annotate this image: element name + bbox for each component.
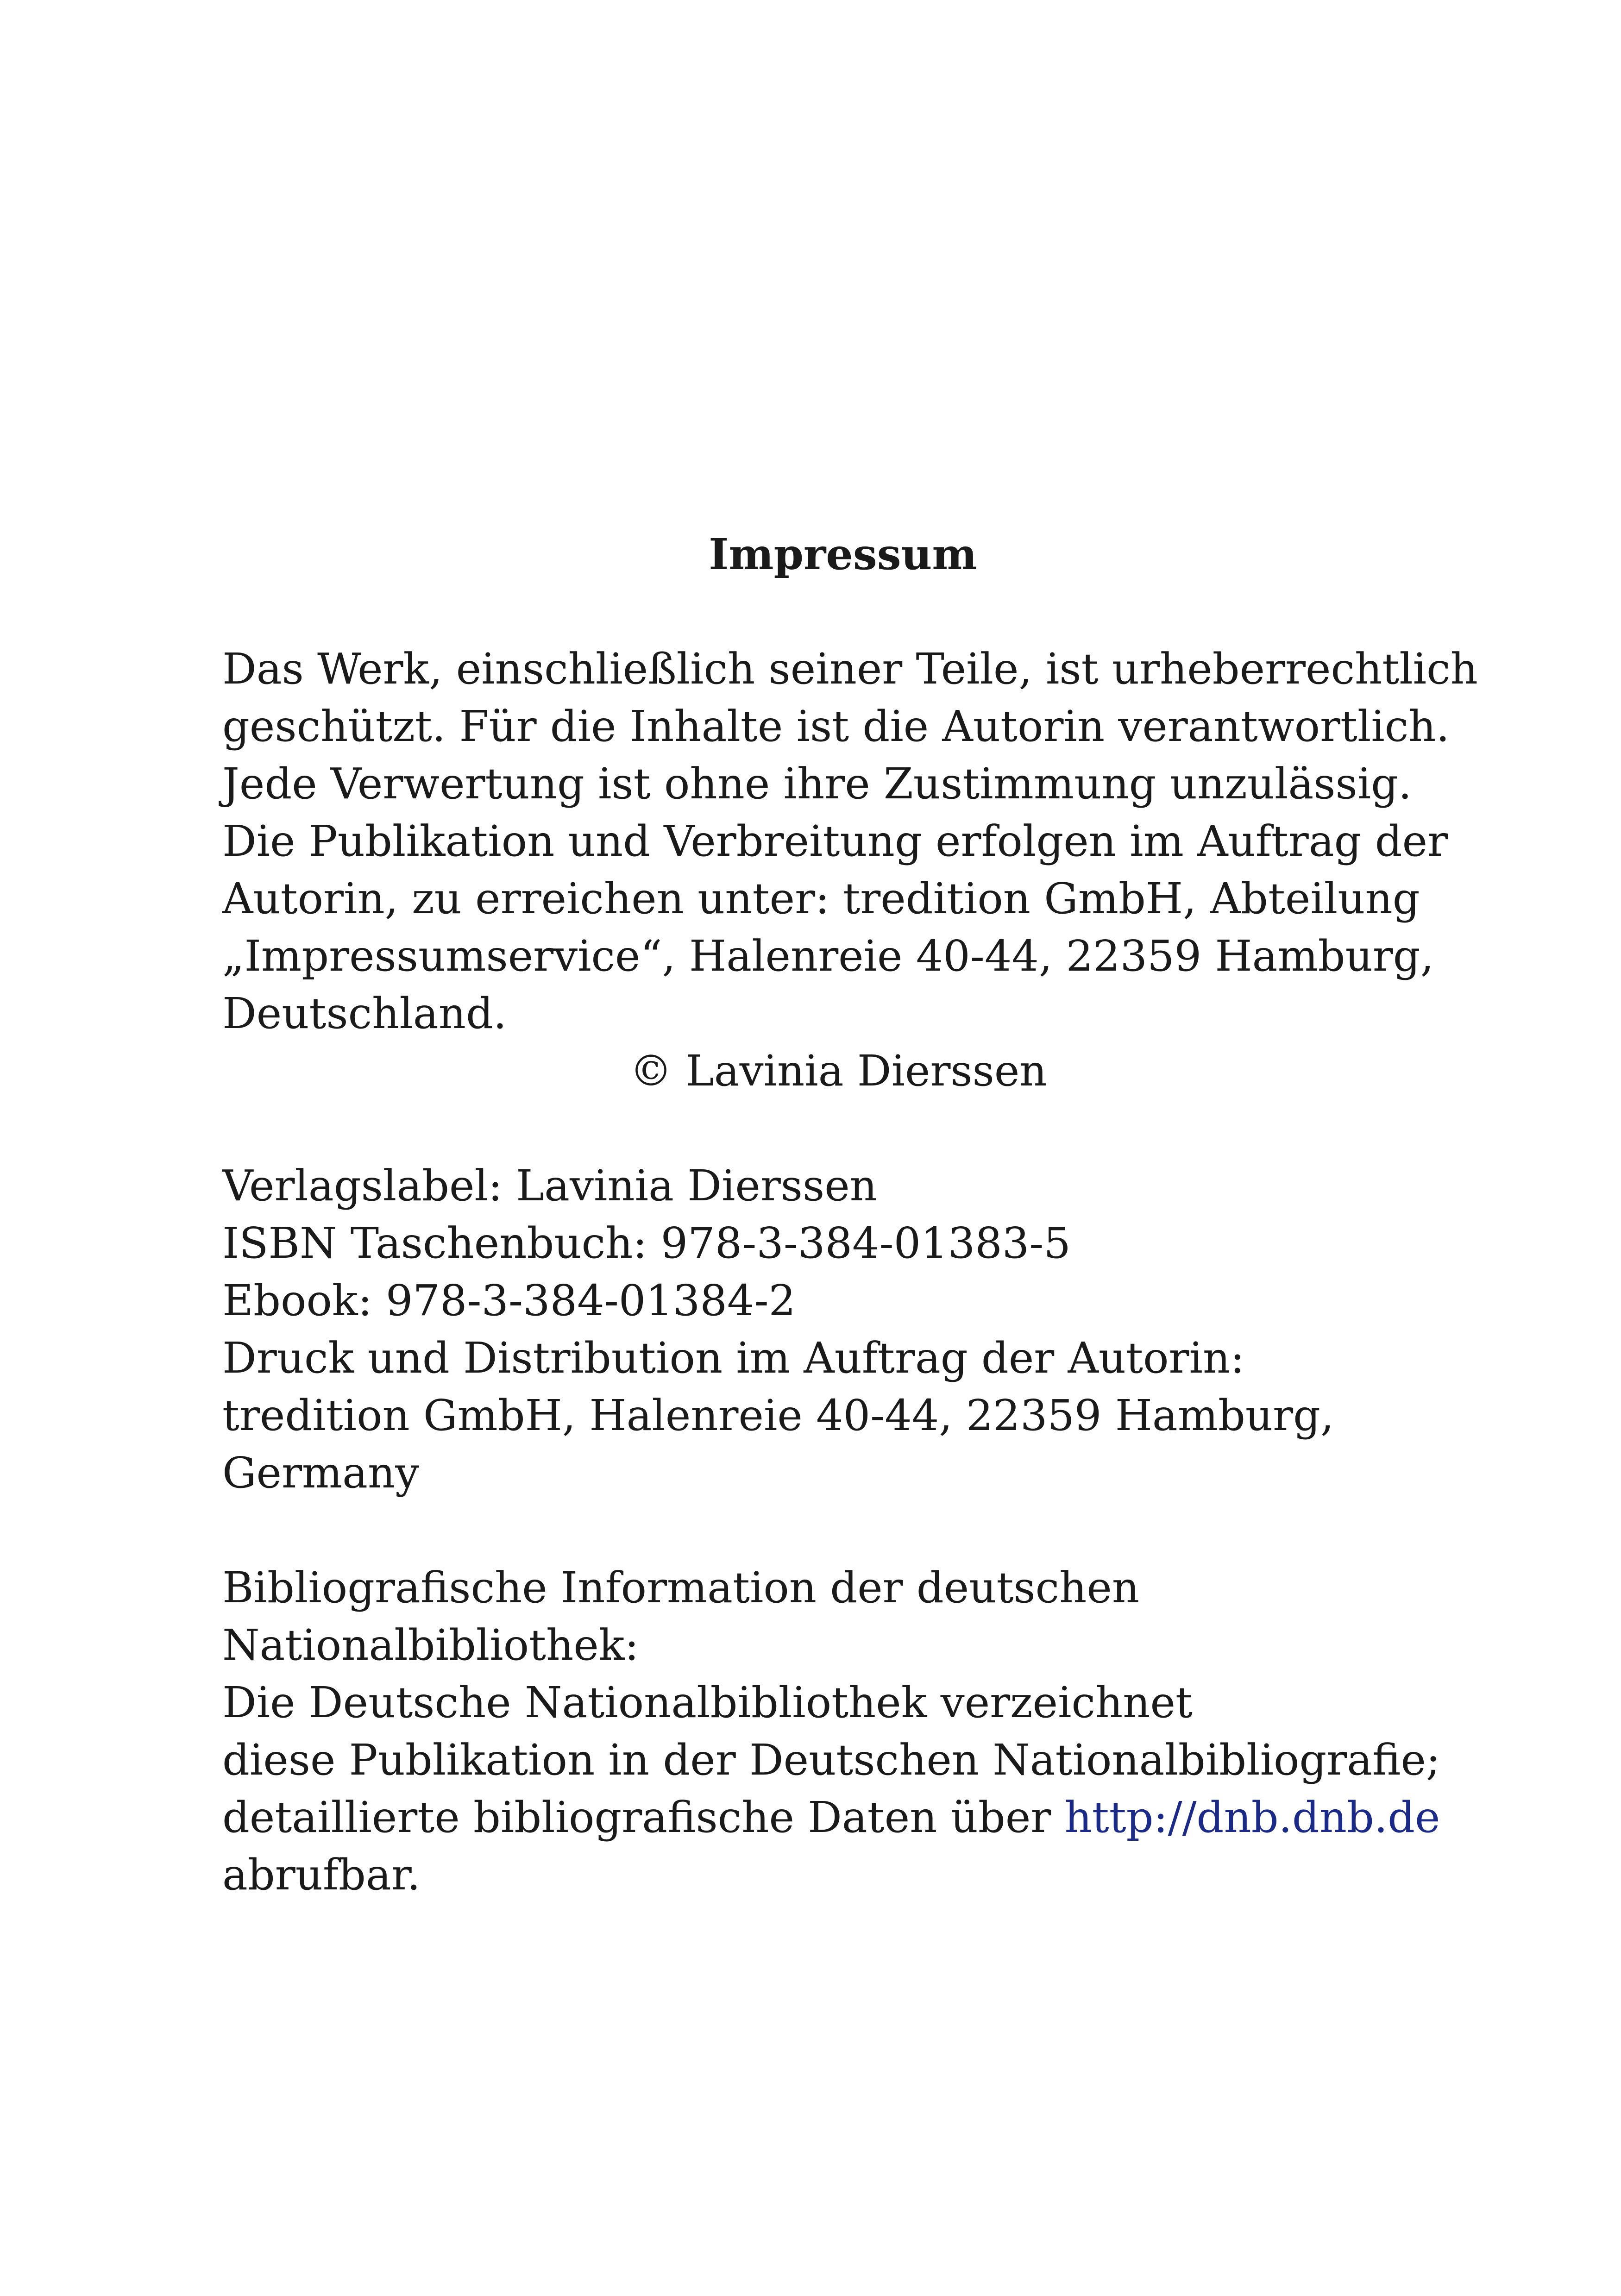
copyright-line: geschützt. Für die Inhalte ist die Autorin verantwortlich.: [222, 702, 1450, 751]
copyright-notice: © Lavinia Dierssen: [629, 1046, 1047, 1096]
copyright-paragraph: [222, 640, 1478, 1100]
bibliography-line: Nationalbibliothek:: [222, 1620, 639, 1670]
bibliography-link-prefix: detaillierte bibliografische Daten über: [222, 1793, 1065, 1842]
distribution-address-line: tredition GmbH, Halenreie 40-44, 22359 Hamburg,: [222, 1391, 1334, 1440]
dnb-link[interactable]: http://dnb.dnb.de: [1064, 1793, 1440, 1842]
copyright-line: Autorin, zu erreichen unter: tredition GmbH, Abteilung: [222, 874, 1420, 923]
bibliography-paragraph: [222, 1559, 1454, 1904]
distribution-line: Druck und Distribution im Auftrag der Autorin:: [222, 1333, 1245, 1383]
isbn-ebook-line: Ebook: 978-3-384-01384-2: [222, 1276, 796, 1325]
bibliography-line: diese Publikation in der Deutschen Nationalbibliografie;: [222, 1735, 1440, 1785]
publication-paragraph: [222, 1157, 1454, 1502]
copyright-line: „Impressumservice“, Halenreie 40-44, 22359 Hamburg,: [222, 931, 1434, 981]
bibliography-final-line: abrufbar.: [222, 1850, 421, 1900]
paragraph-spacer: [222, 1502, 1454, 1559]
bibliography-line: Bibliografische Information der deutschen: [222, 1563, 1140, 1612]
page-title: Impressum: [709, 529, 977, 579]
copyright-line: Das Werk, einschließlich seiner Teile, ist urheberrechtlich: [222, 644, 1478, 694]
bibliography-link-line: [222, 1789, 1454, 1846]
impressum-content: [222, 526, 1478, 1904]
copyright-line: Jede Verwertung ist ohne ihre Zustimmung unzulässig.: [222, 759, 1412, 809]
distribution-country-line: Germany: [222, 1448, 420, 1498]
copyright-line: Die Publikation und Verbreitung erfolgen im Auftrag der: [222, 816, 1448, 866]
paragraph-spacer: [222, 1100, 1454, 1157]
bibliography-line: Die Deutsche Nationalbibliothek verzeichnet: [222, 1678, 1193, 1727]
isbn-paperback-line: ISBN Taschenbuch: 978-3-384-01383-5: [222, 1218, 1071, 1268]
publisher-label-line: Verlagslabel: Lavinia Dierssen: [222, 1161, 877, 1211]
copyright-line: Deutschland.: [222, 989, 507, 1038]
